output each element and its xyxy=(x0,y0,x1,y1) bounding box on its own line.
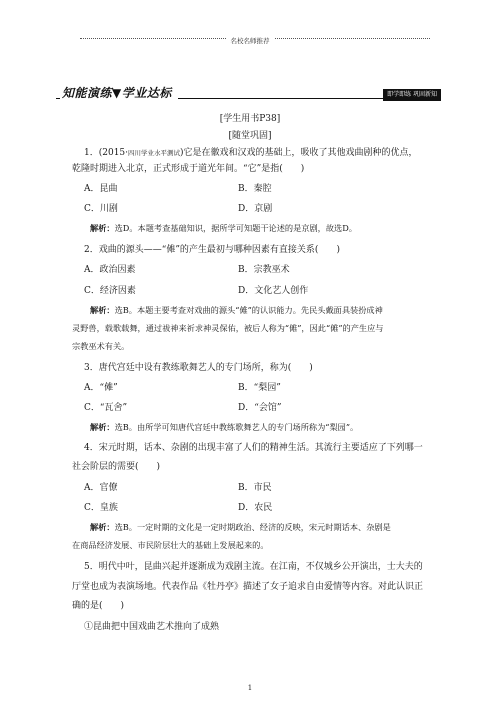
q1-option-b: B．秦腔 xyxy=(238,184,272,194)
q4-answer-line2: 在商品经济发展、市民阶层壮大的基础上发展起来的。 xyxy=(72,540,269,550)
q3-stem: 3．唐代宫廷中设有教练歌舞艺人的专门场所，称为( ) xyxy=(84,363,313,373)
q4-option-c: C．皇族 xyxy=(84,503,118,513)
q4-option-a: A．官僚 xyxy=(84,483,118,493)
q5-statement-1: ①昆曲把中国戏曲艺术推向了成熟 xyxy=(84,622,220,632)
q1-stem-line2: 乾隆时期进入北京，正式形成于道光年间。“它”是指( ) xyxy=(72,164,305,174)
q2-answer-line2: 灵野兽，载歌载舞，通过祓神来祈求神灵保佑，被后人称为“傩”，因此“傩”的产生应与 xyxy=(72,323,384,333)
q1-option-c: C．川剧 xyxy=(84,204,118,214)
q5-stem-line2: 厅堂也成为表演场地。代表作品《牡丹亭》描述了女子追求自由爱情等内容。对此认识正 xyxy=(72,582,424,592)
q2-answer-line1: 解析：选B。本题主要考查对戏曲的源头“傩”的认识能力。先民头戴面具装扮成神 xyxy=(90,305,383,315)
q1-stem: 1．(2015·四川学业水平测试)它是在徽戏和汉戏的基础上，吸收了其他戏曲剧种的优点， xyxy=(84,148,418,158)
q4-stem-line2: 社会阶层的需要( ) xyxy=(72,462,161,472)
q1-option-d: D．京剧 xyxy=(238,204,273,214)
q4-stem-line1: 4．宋元时期，话本、杂剧的出现丰富了人们的精神生活。其流行主要适应了下列哪一 xyxy=(84,443,423,453)
q2-option-d: D．文化艺人创作 xyxy=(238,286,309,296)
section-heading: [随堂巩固] xyxy=(228,131,272,141)
q5-stem-line1: 5．明代中叶，昆曲兴起并逐渐成为戏剧主流。在江南，不仅城乡公开演出，士大夫的 xyxy=(84,562,423,572)
header-title: 名校名师推荐 xyxy=(0,36,500,45)
q4-answer-line1: 解析：选B。一定时期的文化是一定时期政治、经济的反映，宋元时期话本、杂剧是 xyxy=(90,522,391,532)
q2-option-b: B．宗教巫术 xyxy=(238,265,290,275)
q1-source: 四川学业水平测试 xyxy=(128,149,181,157)
page-number: 1 xyxy=(247,684,253,692)
q2-stem: 2．戏曲的源头——“傩”的产生最初与哪种因素有直接关系( ) xyxy=(84,245,340,255)
q3-option-d: D．“会馆” xyxy=(238,403,282,413)
banner-title: 知能演练▼学业达标 xyxy=(60,84,178,101)
q2-answer-line3: 宗教巫术有关。 xyxy=(72,341,130,351)
q5-stem-line3: 确的是( ) xyxy=(72,601,125,611)
reference-note: [学生用书P38] xyxy=(219,114,281,124)
q2-option-c: C．经济因素 xyxy=(84,286,136,296)
q1-answer: 解析：选D。本题考查基础知识，据所学可知题干论述的是京剧，故选D。 xyxy=(90,223,357,233)
q2-option-a: A．政治因素 xyxy=(84,265,136,275)
q3-answer: 解析：选B。由所学可知唐代宫廷中教练歌舞艺人的专门场所称为“梨园”。 xyxy=(90,422,359,432)
q1-option-a: A．昆曲 xyxy=(84,184,118,194)
banner-tag: 即学即练 巩固新知 xyxy=(383,89,441,101)
q4-option-d: D．农民 xyxy=(238,503,273,513)
q3-option-c: C．“瓦舍” xyxy=(84,403,128,413)
section-banner xyxy=(56,86,441,104)
q3-option-b: B．“梨园” xyxy=(238,383,281,393)
q4-option-b: B．市民 xyxy=(238,483,272,493)
q3-option-a: A．“傩” xyxy=(84,383,118,393)
